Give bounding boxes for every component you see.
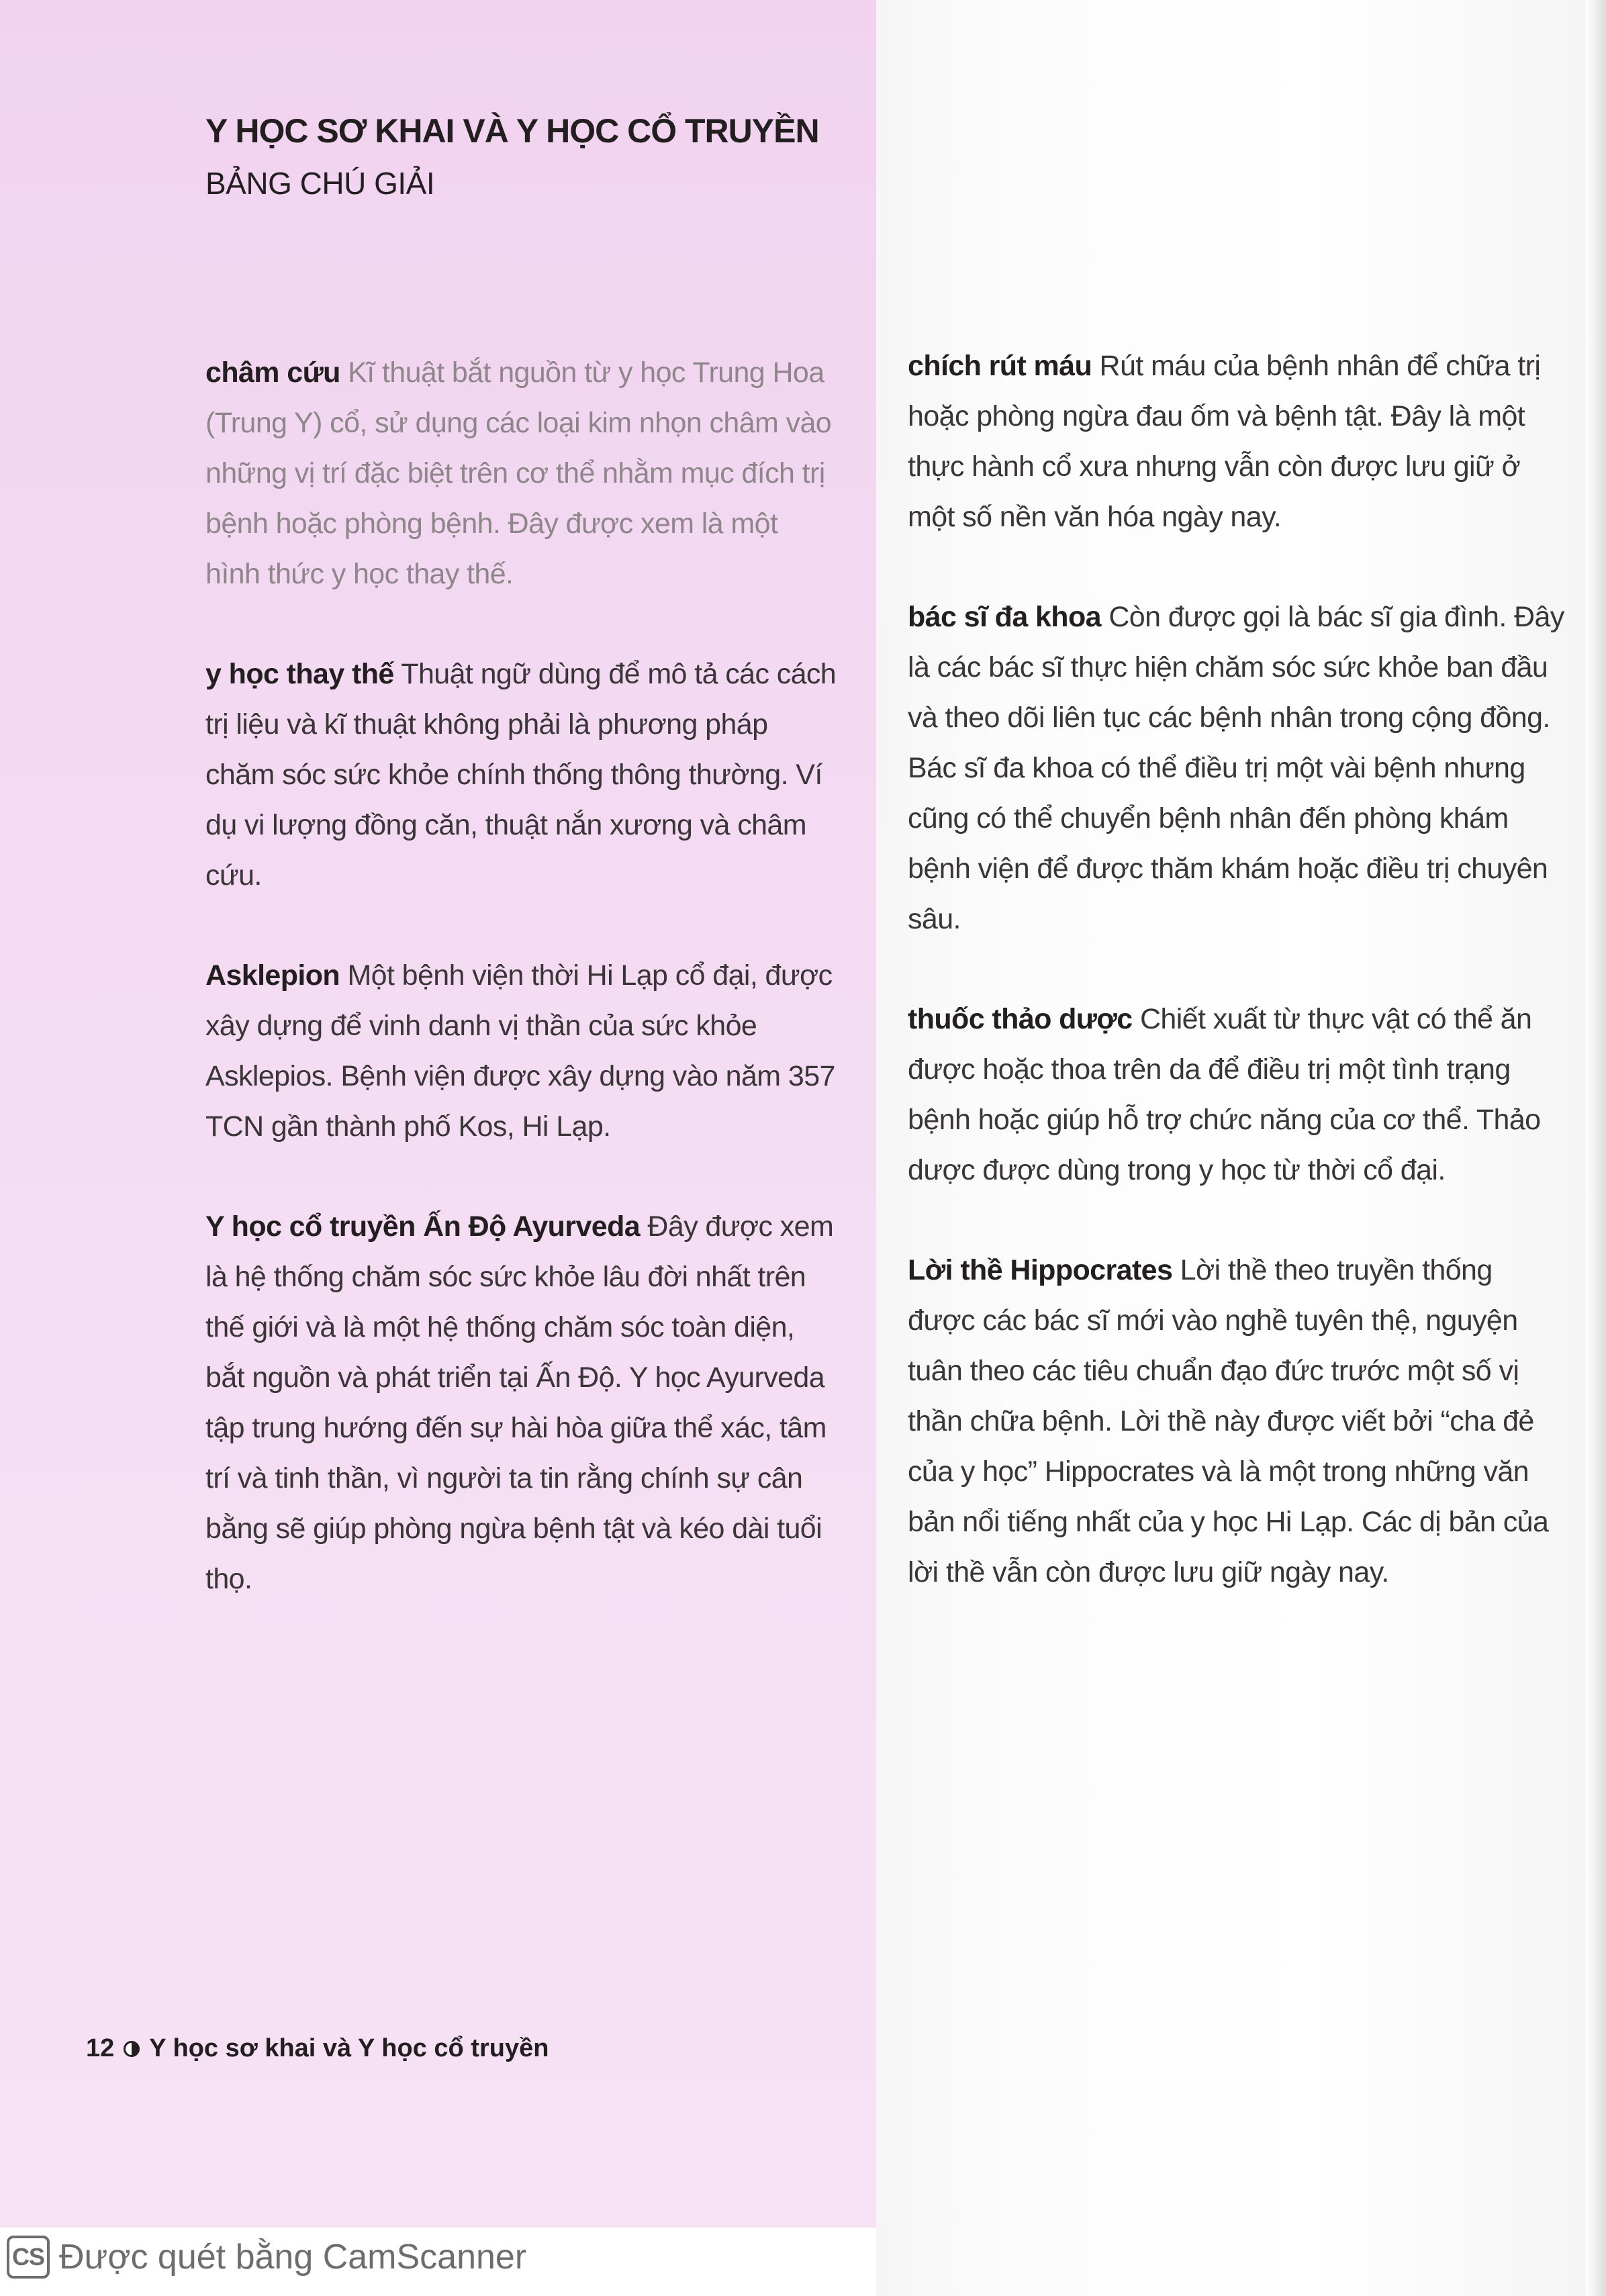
glossary-definition: Còn được gọi là bác sĩ gia đình. Đây là các bác sĩ thực hiện chăm sóc sức khỏe ban đầu và theo dõi liên tục các bệnh nhân trong cộng đồng. Bác sĩ đa khoa có thể điều trị một vài bệnh nhưng cũng có thể chuyển bệnh nhân đến phòng khám bệnh viện để được thăm khám hoặc điều trị chuyên sâu. [908,601,1564,935]
glossary-definition: Một bệnh viện thời Hi Lạp cổ đại, được xây dựng để vinh danh vị thần của sức khỏe Asklepios. Bệnh viện được xây dựng vào năm 357 TCN gần thành phố Kos, Hi Lạp. [205,959,835,1143]
glossary-term: thuốc thảo dược [908,1003,1133,1035]
page-footer [86,2034,549,2063]
glossary-right-column [908,341,1566,1647]
glossary-entry [205,1202,837,1605]
scanner-watermark [7,2236,526,2279]
page-edge [1586,0,1606,2296]
glossary-term: bác sĩ đa khoa [908,601,1101,633]
glossary-term: y học thay thế [205,658,394,690]
page-number: 12 [86,2034,115,2062]
glossary-entry [205,649,837,901]
glossary-term: Y học cổ truyền Ấn Độ Ayurveda [205,1210,641,1243]
glossary-left-column [205,348,837,1654]
glossary-definition: Thuật ngữ dùng để mô tả các cách trị liệu và kĩ thuật không phải là phương pháp chăm sóc sức khỏe chính thống thông thường. Ví dụ vi lượng đồng căn, thuật nắn xương và châm cứu. [205,658,837,892]
glossary-definition: Kĩ thuật bắt nguồn từ y học Trung Hoa (Trung Y) cổ, sử dụng các loại kim nhọn châm vào những vị trí đặc biệt trên cơ thể nhằm mục đích trị bệnh hoặc phòng bệnh. Đây được xem là một hình thức y học thay thế. [205,356,832,590]
glossary-term: châm cứu [205,356,340,389]
camscanner-logo: CS [7,2236,50,2279]
glossary-definition: Đây được xem là hệ thống chăm sóc sức khỏe lâu đời nhất trên thế giới và là một hệ thống chăm sóc toàn diện, bắt nguồn và phát triển tại Ấn Độ. Y học Ayurveda tập trung hướng đến sự hài hòa giữa thể xác, tâm trí và tinh thần, vì người ta tin rằng chính sự cân bằng sẽ giúp phòng ngừa bệnh tật và kéo dài tuổi thọ. [205,1210,834,1595]
page-subtitle: BẢNG CHÚ GIẢI [205,166,435,201]
glossary-entry [908,341,1566,542]
glossary-term: Lời thề Hippocrates [908,1254,1173,1286]
glossary-entry [908,1245,1566,1598]
page-title: Y HỌC SƠ KHAI VÀ Y HỌC CỔ TRUYỀN [205,112,819,150]
glossary-term: chích rút máu [908,350,1092,382]
glossary-definition: Lời thề theo truyền thống được các bác sĩ mới vào nghề tuyên thệ, nguyện tuân theo các tiêu chuẩn đạo đức trước một số vị thần chữa bệnh. Lời thề này được viết bởi “cha đẻ của y học” Hippocrates và là một trong những văn bản nổi tiếng nhất của y học Hi Lạp. Các dị bản của lời thề vẫn còn được lưu giữ ngày nay. [908,1254,1549,1588]
glossary-definition: Rút máu của bệnh nhân để chữa trị hoặc phòng ngừa đau ốm và bệnh tật. Đây là một thực hành cổ xưa nhưng vẫn còn được lưu giữ ở một số nền văn hóa ngày nay. [908,350,1541,533]
footer-section-title: Y học sơ khai và Y học cổ truyền [149,2034,549,2062]
glossary-definition: Chiết xuất từ thực vật có thể ăn được hoặc thoa trên da để điều trị một tình trạng bệnh hoặc giúp hỗ trợ chức năng của cơ thể. Thảo dược được dùng trong y học từ thời cổ đại. [908,1003,1541,1186]
glossary-entry [908,994,1566,1196]
glossary-entry [205,348,837,600]
scanner-label: Được quét bằng CamScanner [59,2238,527,2277]
glossary-entry [908,592,1566,945]
glossary-term: Asklepion [205,959,340,992]
half-circle-icon [124,2041,140,2057]
glossary-entry [205,951,837,1152]
